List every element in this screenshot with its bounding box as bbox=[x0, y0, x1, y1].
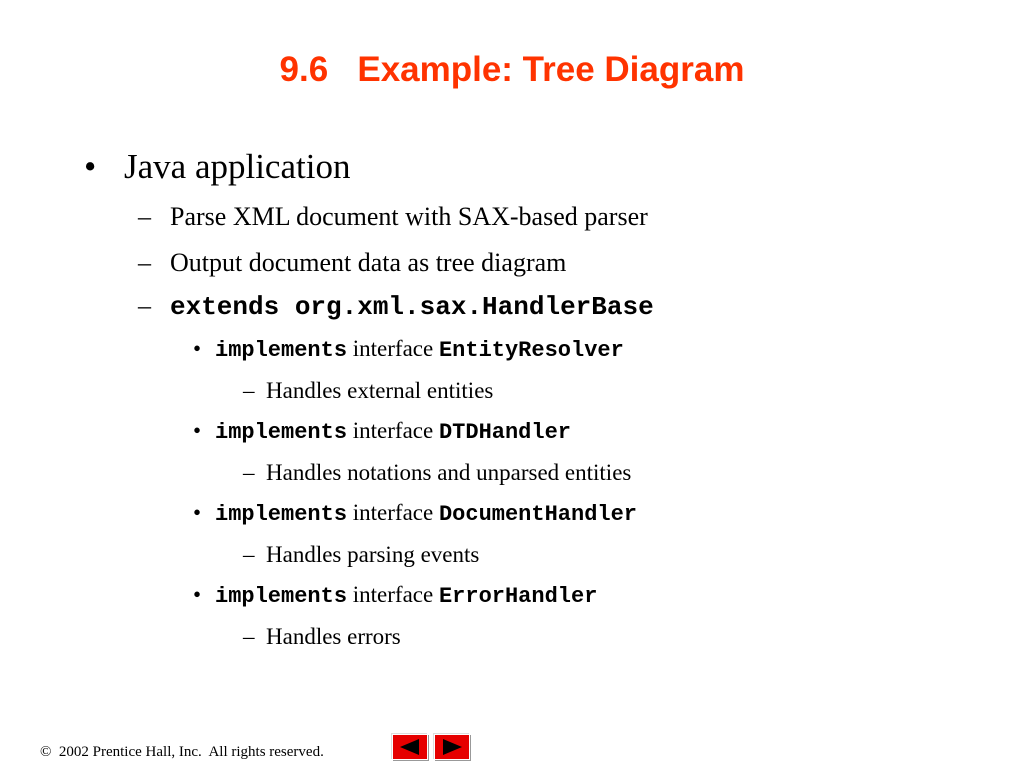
implements-dtdhandler bbox=[193, 416, 571, 448]
code-text: extends org.xml.sax.HandlerBase bbox=[170, 292, 654, 322]
subbullet-text: Parse XML document with SAX-based parser bbox=[170, 202, 648, 231]
dash-mark: – bbox=[138, 291, 151, 320]
interface-word: interface bbox=[352, 336, 434, 361]
keyword-implements: implements bbox=[215, 502, 348, 527]
interface-name: DTDHandler bbox=[438, 420, 571, 445]
previous-slide-button[interactable] bbox=[392, 734, 428, 760]
detail-text: Handles external entities bbox=[266, 378, 494, 403]
interface-word: interface bbox=[352, 418, 434, 443]
dash-mark: – bbox=[138, 248, 151, 277]
bullet-mark: • bbox=[193, 336, 202, 361]
bullet-mark: • bbox=[193, 500, 202, 525]
bullet-text: Java application bbox=[124, 147, 351, 186]
interface-name: DocumentHandler bbox=[438, 502, 638, 527]
subbullet-parse-xml bbox=[138, 201, 648, 233]
subbullet-text: Output document data as tree diagram bbox=[170, 248, 567, 277]
bullet-mark: • bbox=[193, 582, 202, 607]
detail-text: Handles parsing events bbox=[266, 542, 480, 567]
detail-dtdhandler bbox=[243, 458, 631, 488]
bullet-mark: • bbox=[84, 147, 97, 186]
dash-mark: – bbox=[243, 624, 255, 649]
detail-entityresolver bbox=[243, 376, 493, 406]
detail-text: Handles errors bbox=[266, 624, 401, 649]
bullet-mark: • bbox=[193, 418, 202, 443]
bullet-java-application bbox=[84, 146, 350, 188]
detail-documenthandler bbox=[243, 540, 479, 570]
dash-mark: – bbox=[243, 460, 255, 485]
interface-word: interface bbox=[352, 582, 434, 607]
dash-mark: – bbox=[243, 542, 255, 567]
implements-documenthandler bbox=[193, 498, 637, 530]
subbullet-extends-handlerbase bbox=[138, 290, 654, 323]
interface-name: ErrorHandler bbox=[438, 584, 598, 609]
implements-entityresolver bbox=[193, 334, 624, 366]
implements-errorhandler bbox=[193, 580, 597, 612]
subbullet-output-tree bbox=[138, 247, 566, 279]
dash-mark: – bbox=[138, 202, 151, 231]
left-triangle-icon bbox=[393, 735, 427, 759]
dash-mark: – bbox=[243, 378, 255, 403]
interface-word: interface bbox=[352, 500, 434, 525]
slide-title: 9.6 Example: Tree Diagram bbox=[279, 50, 745, 89]
detail-text: Handles notations and unparsed entities bbox=[266, 460, 632, 485]
keyword-implements: implements bbox=[215, 584, 348, 609]
keyword-implements: implements bbox=[215, 420, 348, 445]
right-triangle-icon bbox=[435, 735, 469, 759]
interface-name: EntityResolver bbox=[438, 338, 624, 363]
copyright-footer: © 2002 Prentice Hall, Inc. All rights reserved. bbox=[40, 744, 324, 760]
next-slide-button[interactable] bbox=[434, 734, 470, 760]
keyword-implements: implements bbox=[215, 338, 348, 363]
detail-errorhandler bbox=[243, 622, 401, 652]
